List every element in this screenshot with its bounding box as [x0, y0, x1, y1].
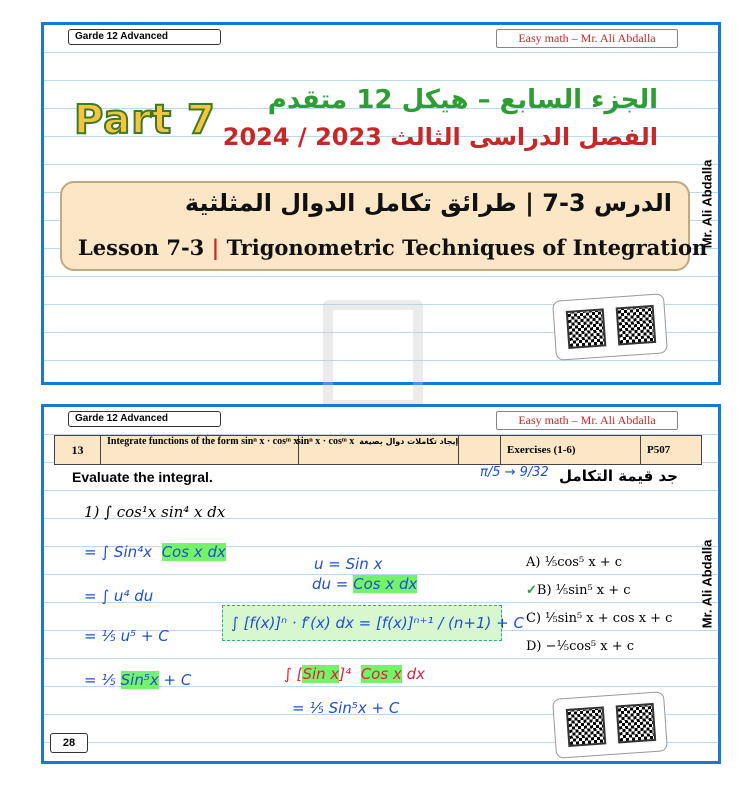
solution-step-4: = ⅕ Sin⁵x + C — [84, 671, 192, 689]
substitution-du: du = Cos x dx — [312, 575, 418, 593]
arabic-part-heading: الجزء السابع – هيكل 12 متقدم — [267, 85, 658, 115]
grade-label: Garde 12 Advanced — [68, 411, 221, 427]
qr-codes-card — [552, 293, 668, 361]
integrate-line-2: sinⁿ x · cosᵐ x إيجاد تكاملات دوال بصيغة — [107, 436, 459, 464]
red-rewrite-line: ∫ [Sin x]⁴ Cos x dx — [284, 665, 425, 683]
option-d[interactable]: D) −⅕cos⁵ x + c — [526, 639, 635, 654]
lesson-title-box — [60, 181, 708, 271]
option-a[interactable]: A) ⅕cos⁵ x + c — [526, 555, 623, 570]
lesson-english-title — [78, 235, 707, 260]
integrate-line-1: Integrate functions of the form sinⁿ x · cosᵐ x — [107, 436, 299, 464]
solution-step-2: = ∫ u⁴ du — [84, 587, 154, 605]
qr-code-icon[interactable] — [566, 706, 607, 747]
qr-codes-card — [552, 691, 668, 759]
side-author-text: Mr. Ali Abdalla — [699, 159, 715, 248]
power-rule-formula: ∫ [f(x)]ⁿ · f′(x) dx = [f(x)]ⁿ⁺¹ / (n+1) + C — [222, 605, 502, 641]
option-c[interactable]: C) ⅕sin⁵ x + cos x + c — [526, 611, 673, 626]
lesson-name: Trigonometric Techniques of Integration — [226, 235, 708, 260]
part-title: Part 7 — [74, 97, 216, 143]
solution-step-3: = ⅕ u⁵ + C — [84, 627, 169, 645]
integrate-description — [101, 436, 501, 464]
row-number: 13 — [55, 436, 101, 464]
exercises-range: Exercises (1-6) — [501, 436, 641, 464]
qr-code-icon[interactable] — [616, 305, 657, 346]
side-author-strip — [694, 25, 720, 382]
lesson-number: Lesson 7-3 — [78, 235, 205, 260]
grade-label: Garde 12 Advanced — [68, 29, 221, 45]
handwritten-answer-note: π/5 → 9/32 — [480, 465, 549, 480]
page-number: 28 — [50, 733, 88, 753]
evaluate-title: Evaluate the integral. — [72, 469, 213, 485]
lesson-arabic-title: الدرس 3-7 | طرائق تكامل الدوال المثلثية — [184, 189, 672, 217]
arabic-semester-heading: الفصل الدراسى الثالث 2023 / 2024 — [222, 123, 658, 151]
author-label: Easy math – Mr. Ali Abdalla — [496, 411, 678, 430]
exercise-page — [41, 404, 721, 764]
check-mark-icon: ✓ — [526, 583, 537, 598]
watermark-box-icon — [323, 300, 423, 410]
qr-code-icon[interactable] — [566, 308, 607, 349]
exercise-header-table — [54, 435, 702, 465]
option-b[interactable]: ✓B) ⅕sin⁵ x + c — [526, 583, 631, 598]
page-reference: P507 — [647, 444, 671, 456]
side-author-text: Mr. Ali Abdalla — [699, 539, 715, 629]
blue-result-line: = ⅕ Sin⁵x + C — [292, 699, 400, 717]
question-1: 1) ∫ cos¹x sin⁴ x dx — [84, 503, 226, 521]
qr-code-icon[interactable] — [616, 703, 657, 744]
evaluate-title-arabic: جد قيمة التكامل — [559, 467, 678, 485]
solution-step-1: = ∫ Sin⁴x Cos x dx — [84, 543, 226, 561]
author-label: Easy math – Mr. Ali Abdalla — [496, 29, 678, 48]
lesson-separator: | — [211, 235, 220, 260]
substitution-u: u = Sin x — [314, 555, 383, 573]
